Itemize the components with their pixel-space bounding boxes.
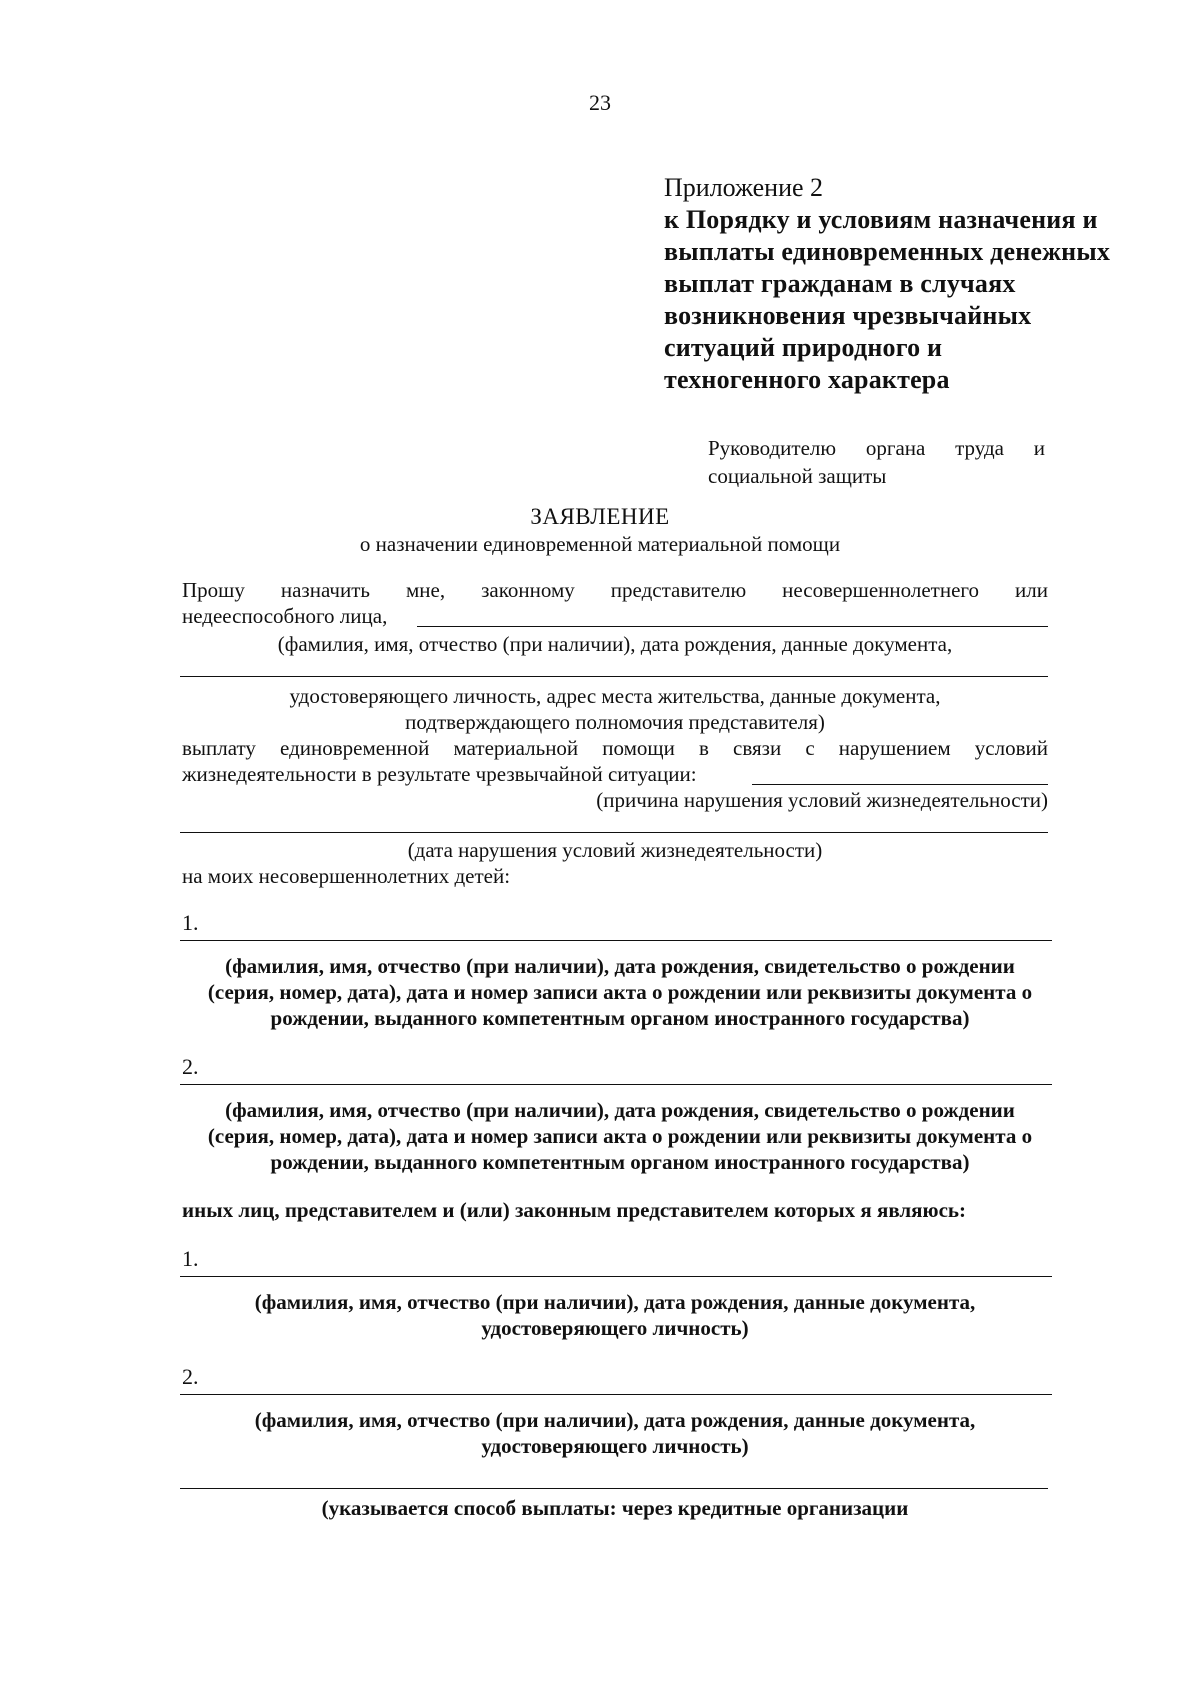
child-1-field[interactable] bbox=[180, 940, 1052, 941]
appendix-title: Приложение 2 bbox=[664, 173, 824, 202]
field-hint: (фамилия, имя, отчество (при наличии), дата рождения, свидетельство о рождении bbox=[225, 954, 1015, 978]
addressee-line: социальной защиты bbox=[708, 464, 887, 488]
payment-line: жизнедеятельности в результате чрезвычайной ситуации: bbox=[182, 762, 697, 786]
appendix-block bbox=[664, 172, 1110, 396]
payout-method-field[interactable] bbox=[180, 1488, 1048, 1489]
field-hint: (фамилия, имя, отчество (при наличии), дата рождения, данные документа, bbox=[277, 632, 953, 656]
field-hint: (причина нарушения условий жизнедеятельности) bbox=[596, 788, 1048, 812]
field-hint: (фамилия, имя, отчество (при наличии), дата рождения, данные документа, bbox=[254, 1290, 976, 1314]
page-number: 23 bbox=[589, 90, 611, 115]
item-number: 1. bbox=[182, 1246, 199, 1271]
date-field[interactable] bbox=[180, 832, 1048, 833]
applicant-name-field[interactable] bbox=[417, 626, 1048, 627]
field-hint: (фамилия, имя, отчество (при наличии), дата рождения, свидетельство о рождении bbox=[225, 1098, 1015, 1122]
reason-field[interactable] bbox=[752, 784, 1048, 785]
field-hint: (серия, номер, дата), дата и номер записи акта о рождении или реквизиты документа о bbox=[207, 1124, 1033, 1148]
item-number: 2. bbox=[182, 1054, 199, 1079]
field-hint: (указывается способ выплаты: через кредитные организации bbox=[321, 1496, 909, 1520]
appendix-line: к Порядку и условиям назначения и bbox=[664, 205, 1098, 234]
appendix-line: ситуаций природного и bbox=[664, 333, 943, 362]
field-hint: удостоверяющего личность) bbox=[481, 1434, 749, 1458]
addressee-block bbox=[708, 434, 1045, 490]
request-line: Прошу назначить мне, законному представителю несовершеннолетнего или bbox=[182, 578, 1048, 602]
applicant-document-field[interactable] bbox=[180, 676, 1048, 677]
children-intro: на моих несовершеннолетних детей: bbox=[182, 864, 511, 888]
request-line: недееспособного лица, bbox=[182, 604, 388, 628]
appendix-line: техногенного характера bbox=[664, 365, 950, 394]
addressee-line: Руководителю органа труда и bbox=[708, 436, 1045, 460]
field-hint: удостоверяющего личность) bbox=[481, 1316, 749, 1340]
item-number: 1. bbox=[182, 910, 199, 935]
field-hint: (дата нарушения условий жизнедеятельности) bbox=[407, 838, 823, 862]
field-hint: (фамилия, имя, отчество (при наличии), дата рождения, данные документа, bbox=[254, 1408, 976, 1432]
field-hint: удостоверяющего личность, адрес места жительства, данные документа, bbox=[289, 684, 941, 708]
others-intro: иных лиц, представителем и (или) законным представителем которых я являюсь: bbox=[182, 1198, 967, 1222]
appendix-line: выплаты единовременных денежных bbox=[664, 237, 1111, 266]
appendix-line: возникновения чрезвычайных bbox=[664, 301, 1032, 330]
form-subtitle: о назначении единовременной материальной помощи bbox=[359, 532, 841, 556]
field-hint: рождении, выданного компетентным органом иностранного государства) bbox=[270, 1006, 970, 1030]
appendix-line: выплат гражданам в случаях bbox=[664, 269, 1016, 298]
field-hint: подтверждающего полномочия представителя) bbox=[405, 710, 825, 734]
other-2-field[interactable] bbox=[180, 1394, 1052, 1395]
field-hint: рождении, выданного компетентным органом иностранного государства) bbox=[270, 1150, 970, 1174]
payment-line: выплату единовременной материальной помощи в связи с нарушением условий bbox=[182, 736, 1048, 760]
other-1-field[interactable] bbox=[180, 1276, 1052, 1277]
field-hint: (серия, номер, дата), дата и номер записи акта о рождении или реквизиты документа о bbox=[207, 980, 1033, 1004]
form-title: ЗАЯВЛЕНИЕ bbox=[530, 504, 670, 529]
item-number: 2. bbox=[182, 1364, 199, 1389]
child-2-field[interactable] bbox=[180, 1084, 1052, 1085]
